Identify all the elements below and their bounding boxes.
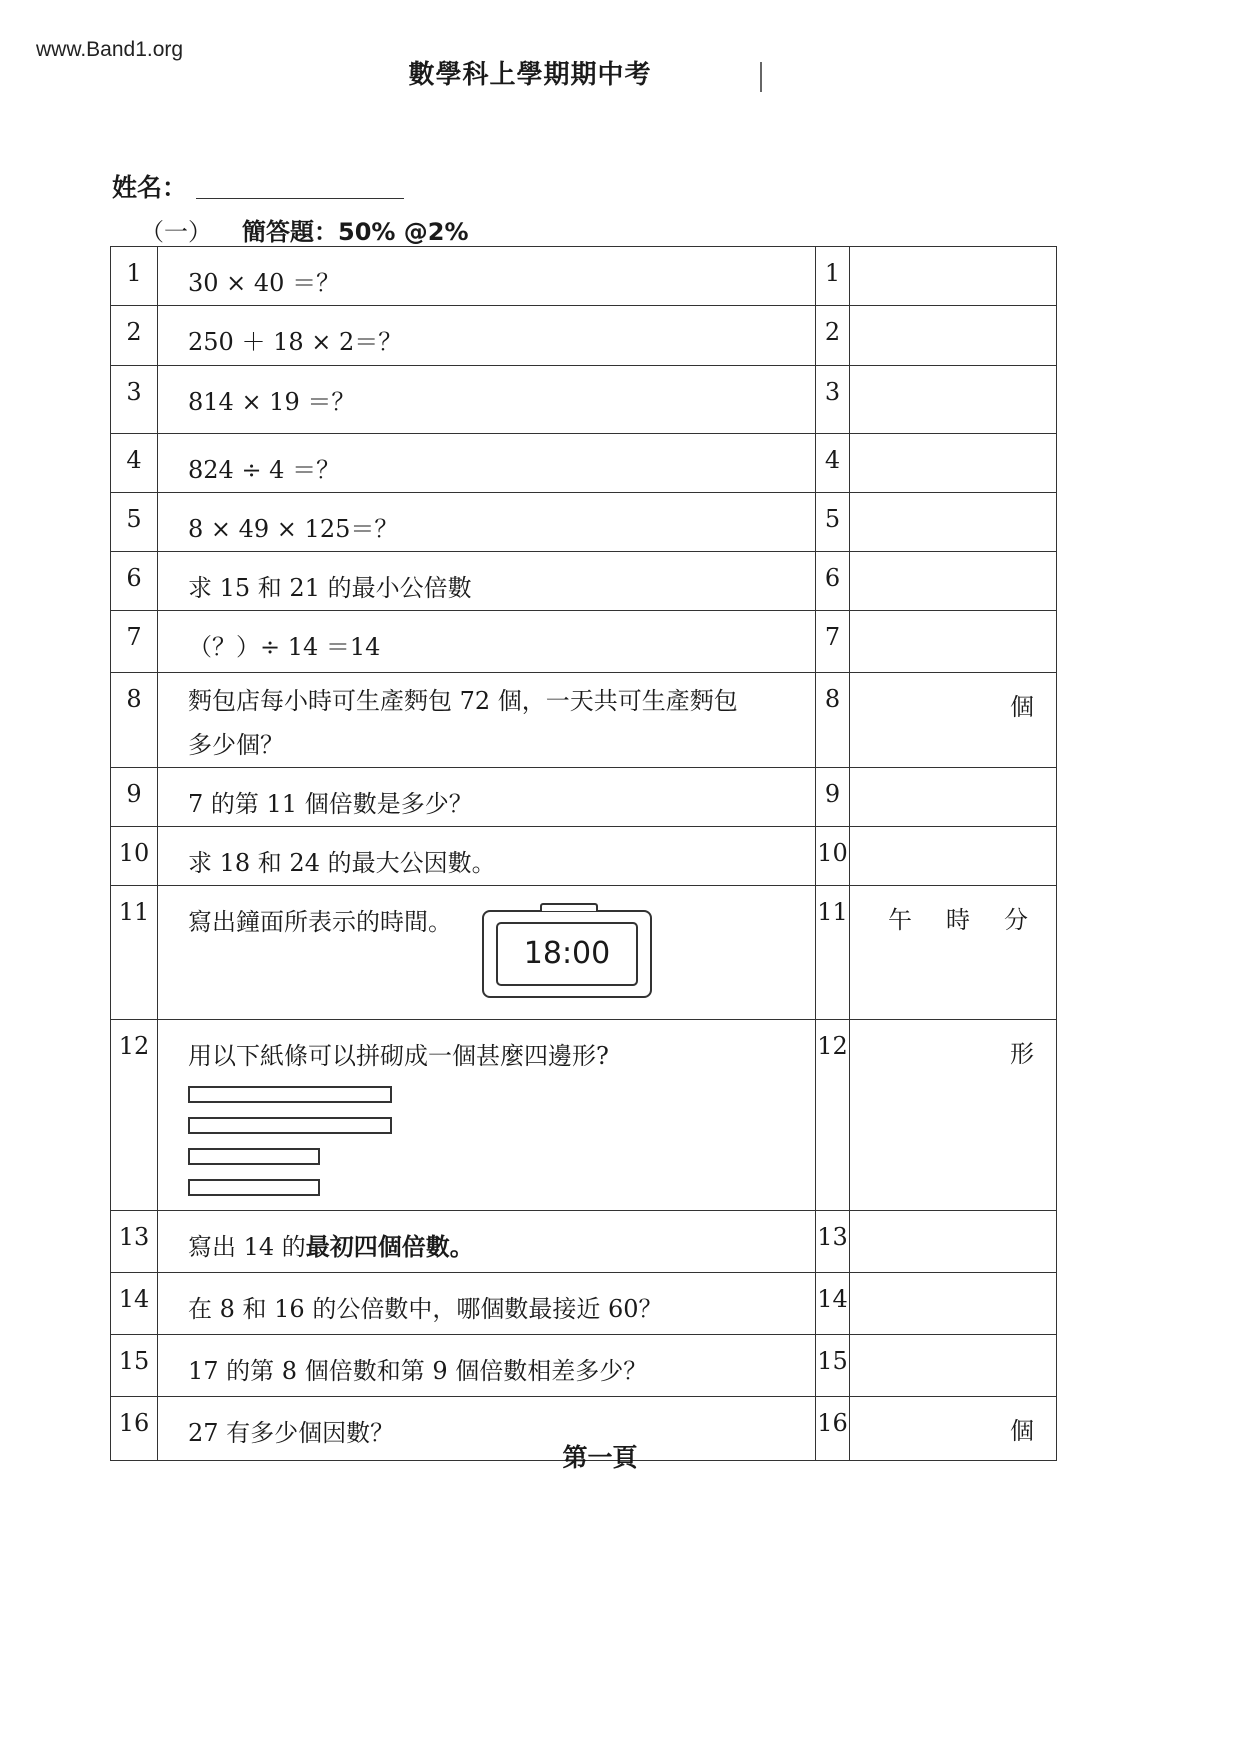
digital-clock-icon: [482, 910, 652, 998]
answer-box[interactable]: [850, 1020, 1057, 1211]
question-text-plain: 寫出 14 的: [188, 1233, 306, 1261]
question-number: 3: [111, 366, 158, 434]
table-row: [111, 434, 1057, 493]
table-row: [111, 611, 1057, 673]
answer-box[interactable]: [850, 1335, 1057, 1397]
question-text: 250 ＋ 18 × 2＝？: [158, 306, 816, 366]
answer-box[interactable]: [850, 493, 1057, 552]
question-text: [158, 1211, 816, 1273]
paper-strip: [188, 1117, 392, 1134]
question-text: 8 × 49 × 125＝？: [158, 493, 816, 552]
answer-box[interactable]: [850, 1211, 1057, 1273]
table-row: [111, 247, 1057, 306]
answer-unit: 時: [946, 906, 970, 934]
table-row: [111, 366, 1057, 434]
name-label: 姓名：: [112, 173, 188, 202]
answer-unit: 形: [1010, 1040, 1034, 1068]
question-number: 2: [111, 306, 158, 366]
answer-unit: 個: [1010, 693, 1034, 721]
table-row: [111, 768, 1057, 827]
answer-unit: 分: [1004, 906, 1028, 934]
question-number: 5: [111, 493, 158, 552]
name-field-line[interactable]: [196, 198, 404, 199]
page-number: 第一頁: [562, 1443, 638, 1472]
answer-box[interactable]: [850, 1273, 1057, 1335]
question-text: 824 ÷ 4 ＝？: [158, 434, 816, 493]
question-number: 6: [111, 552, 158, 611]
question-text: 27 有多少個因數？: [158, 1397, 816, 1461]
question-number: 10: [111, 827, 158, 886]
question-number: 8: [111, 673, 158, 768]
answer-box[interactable]: [850, 247, 1057, 306]
table-row: [111, 886, 1057, 1020]
clock-button: [540, 903, 598, 911]
answer-number: 7: [816, 611, 850, 673]
answer-number: 11: [816, 886, 850, 1020]
question-number: 14: [111, 1273, 158, 1335]
table-row: [111, 306, 1057, 366]
question-text: 7 的第 11 個倍數是多少？: [158, 768, 816, 827]
question-text: [158, 1020, 816, 1211]
question-table: [110, 246, 1057, 1461]
question-number: 16: [111, 1397, 158, 1461]
section-number: （一）: [140, 218, 212, 246]
paper-strip: [188, 1086, 392, 1103]
section-title: 簡答題：50% @2%: [242, 218, 469, 246]
time-answer-units: [850, 900, 1034, 935]
question-text-line: 寫出鐘面所表示的時間。: [188, 908, 452, 936]
question-number: 11: [111, 886, 158, 1020]
table-row: [111, 1335, 1057, 1397]
answer-number: 5: [816, 493, 850, 552]
question-text: [158, 886, 816, 1020]
answer-box[interactable]: [850, 434, 1057, 493]
watermark: www.Band1.org: [36, 38, 184, 61]
table-row: [111, 1211, 1057, 1273]
answer-number: 16: [816, 1397, 850, 1461]
question-number: 7: [111, 611, 158, 673]
table-row: [111, 493, 1057, 552]
answer-box[interactable]: [850, 1397, 1057, 1461]
clock-display: 18:00: [496, 922, 638, 986]
question-text: 814 × 19 ＝？: [158, 366, 816, 434]
paper-strip: [188, 1148, 320, 1165]
question-text: 求 18 和 24 的最大公因數。: [158, 827, 816, 886]
answer-number: 14: [816, 1273, 850, 1335]
question-text-line: 用以下紙條可以拼砌成一個甚麼四邊形?: [188, 1042, 609, 1070]
question-text: 17 的第 8 個倍數和第 9 個倍數相差多少？: [158, 1335, 816, 1397]
answer-number: 13: [816, 1211, 850, 1273]
answer-number: 4: [816, 434, 850, 493]
answer-number: 1: [816, 247, 850, 306]
answer-box[interactable]: [850, 768, 1057, 827]
scan-mark: [760, 62, 762, 92]
answer-number: 2: [816, 306, 850, 366]
question-text: 30 × 40 ＝？: [158, 247, 816, 306]
answer-box[interactable]: [850, 552, 1057, 611]
answer-box[interactable]: [850, 366, 1057, 434]
question-number: 13: [111, 1211, 158, 1273]
question-text: （？）÷ 14 ＝14: [158, 611, 816, 673]
answer-number: 9: [816, 768, 850, 827]
answer-unit: 個: [1010, 1417, 1034, 1445]
section-heading: [140, 212, 469, 247]
table-row: [111, 552, 1057, 611]
table-row: [111, 1273, 1057, 1335]
answer-box[interactable]: [850, 827, 1057, 886]
table-row: [111, 827, 1057, 886]
answer-number: 6: [816, 552, 850, 611]
answer-number: 10: [816, 827, 850, 886]
answer-box[interactable]: [850, 673, 1057, 768]
question-text-line: 麪包店每小時可生產麪包 72 個，一天共可生產麪包: [188, 687, 738, 715]
answer-box[interactable]: [850, 886, 1057, 1020]
exam-title: 數學科上學期期中考: [408, 60, 652, 90]
question-number: 12: [111, 1020, 158, 1211]
answer-number: 12: [816, 1020, 850, 1211]
table-row: [111, 1020, 1057, 1211]
answer-number: 3: [816, 366, 850, 434]
question-text: [158, 673, 816, 768]
table-row: [111, 673, 1057, 768]
answer-box[interactable]: [850, 306, 1057, 366]
paper-strips-figure: [188, 1086, 815, 1196]
question-text-emphasis: 最初四個倍數。: [305, 1233, 474, 1261]
question-number: 9: [111, 768, 158, 827]
question-text-line: 多少個？: [188, 731, 284, 759]
answer-unit: 午: [888, 906, 912, 934]
question-number: 1: [111, 247, 158, 306]
answer-box[interactable]: [850, 611, 1057, 673]
question-text: 在 8 和 16 的公倍數中，哪個數最接近 60？: [158, 1273, 816, 1335]
question-text: 求 15 和 21 的最小公倍數: [158, 552, 816, 611]
paper-strip: [188, 1179, 320, 1196]
question-number: 15: [111, 1335, 158, 1397]
answer-number: 15: [816, 1335, 850, 1397]
question-number: 4: [111, 434, 158, 493]
answer-number: 8: [816, 673, 850, 768]
